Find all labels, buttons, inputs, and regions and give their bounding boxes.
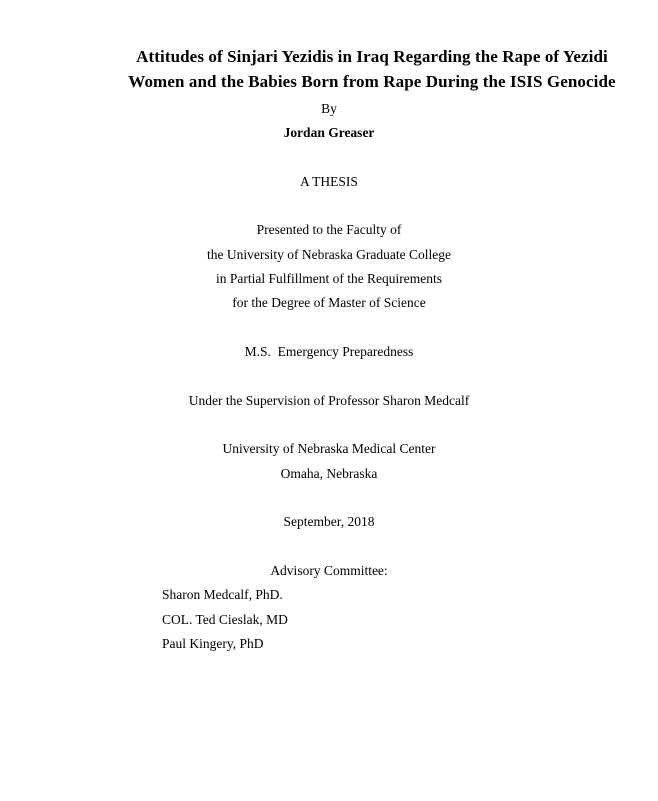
thesis-title-line-2: Women and the Babies Born from Rape During the ISIS Genocide	[128, 72, 616, 91]
committee-member: COL. Ted Cieslak, MD	[162, 612, 288, 627]
presentation-line-2: the University of Nebraska Graduate College	[206, 247, 452, 262]
committee-heading: Advisory Committee:	[270, 563, 388, 578]
supervision-statement: Under the Supervision of Professor Sharon Medcalf	[188, 393, 470, 408]
presentation-line-1: Presented to the Faculty of	[256, 222, 402, 237]
submission-date: September, 2018	[283, 514, 375, 529]
presentation-line-4: for the Degree of Master of Science	[232, 295, 426, 310]
committee-member: Paul Kingery, PhD	[162, 636, 264, 651]
institution-location: Omaha, Nebraska	[280, 466, 378, 481]
committee-member: Sharon Medcalf, PhD.	[162, 587, 283, 602]
presentation-line-3: in Partial Fulfillment of the Requirements	[215, 271, 443, 286]
document-type: A THESIS	[300, 174, 358, 189]
program-name: M.S. Emergency Preparedness	[244, 344, 414, 359]
thesis-title-line-1: Attitudes of Sinjari Yezidis in Iraq Regarding the Rape of Yezidi	[136, 47, 608, 66]
by-label: By	[321, 101, 337, 116]
author-name: Jordan Greaser	[283, 125, 375, 140]
institution-name: University of Nebraska Medical Center	[222, 441, 436, 456]
